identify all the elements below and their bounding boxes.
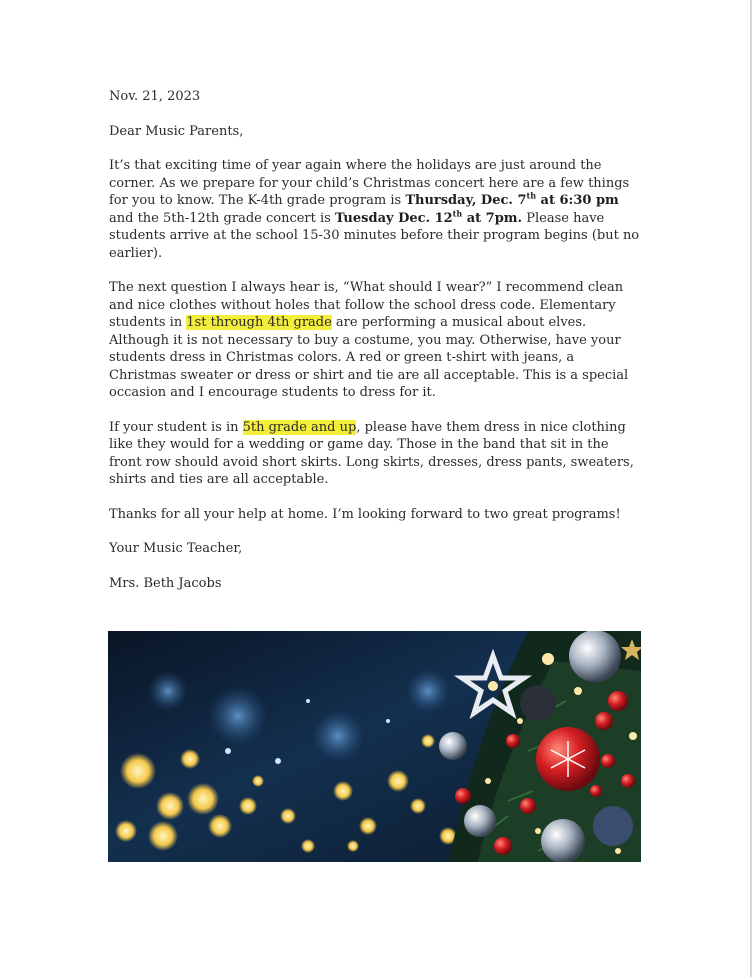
k4-program-date: Thursday, Dec. 7th at 6:30 pm	[405, 190, 619, 208]
upper-concert-date: Tuesday Dec. 12th at 7pm.	[334, 208, 523, 226]
salutation: Dear Music Parents,	[109, 123, 244, 139]
p2-text-a: The next question I always hear is, “What should I wear?” I recommend clean and nice clothes without holes that follow the school dress code. Elementary students in	[109, 280, 624, 330]
letter-date: Nov. 21, 2023	[109, 89, 201, 104]
letter-body	[109, 88, 644, 592]
p1-text-b: and the 5th-12th grade concert is	[109, 210, 335, 226]
closing: Your Music Teacher,	[109, 541, 243, 556]
signature: Mrs. Beth Jacobs	[109, 575, 222, 591]
paragraph-thanks: Thanks for all your help at home. I’m looking forward to two great programs!	[109, 506, 621, 522]
highlight-5th-grade-up: 5th grade and up	[242, 419, 357, 435]
p3-text-a: If your student is in	[109, 419, 243, 435]
highlight-1st-4th-grade: 1st through 4th grade	[186, 315, 332, 330]
christmas-tree-image	[108, 631, 641, 862]
scan-edge	[750, 0, 752, 977]
p2-text-b: are performing a musical about elves. Although it is not necessary to buy a costume, you may. Otherwise, have your students dress in Christmas colors. A red or green t-shirt with jeans, a Christmas sweater or dress or shirt and tie are all acceptable. This is a special occasion and I encourage students to dress for it.	[109, 315, 629, 400]
p1-text-a: It’s that exciting time of year again where the holidays are just around the corner. As we prepare for your child’s Christmas concert here are a few things for you to know. The K-4th grade program is	[109, 158, 630, 208]
christmas-tree-photo	[108, 631, 641, 862]
p1-text-c: Please have students arrive at the school 15-30 minutes before their program begins (but no earlier).	[109, 210, 640, 261]
p3-text-b: , please have them dress in nice clothing like they would for a wedding or game day. Those in the band that sit in the front row should avoid short skirts. Long skirts, dresses, dress pants, sweaters, shirts and ties are all acceptable.	[109, 419, 634, 487]
paragraph-elementary-dress	[109, 279, 644, 402]
paragraph-concert-dates	[109, 157, 644, 262]
paragraph-upper-dress	[109, 419, 644, 489]
